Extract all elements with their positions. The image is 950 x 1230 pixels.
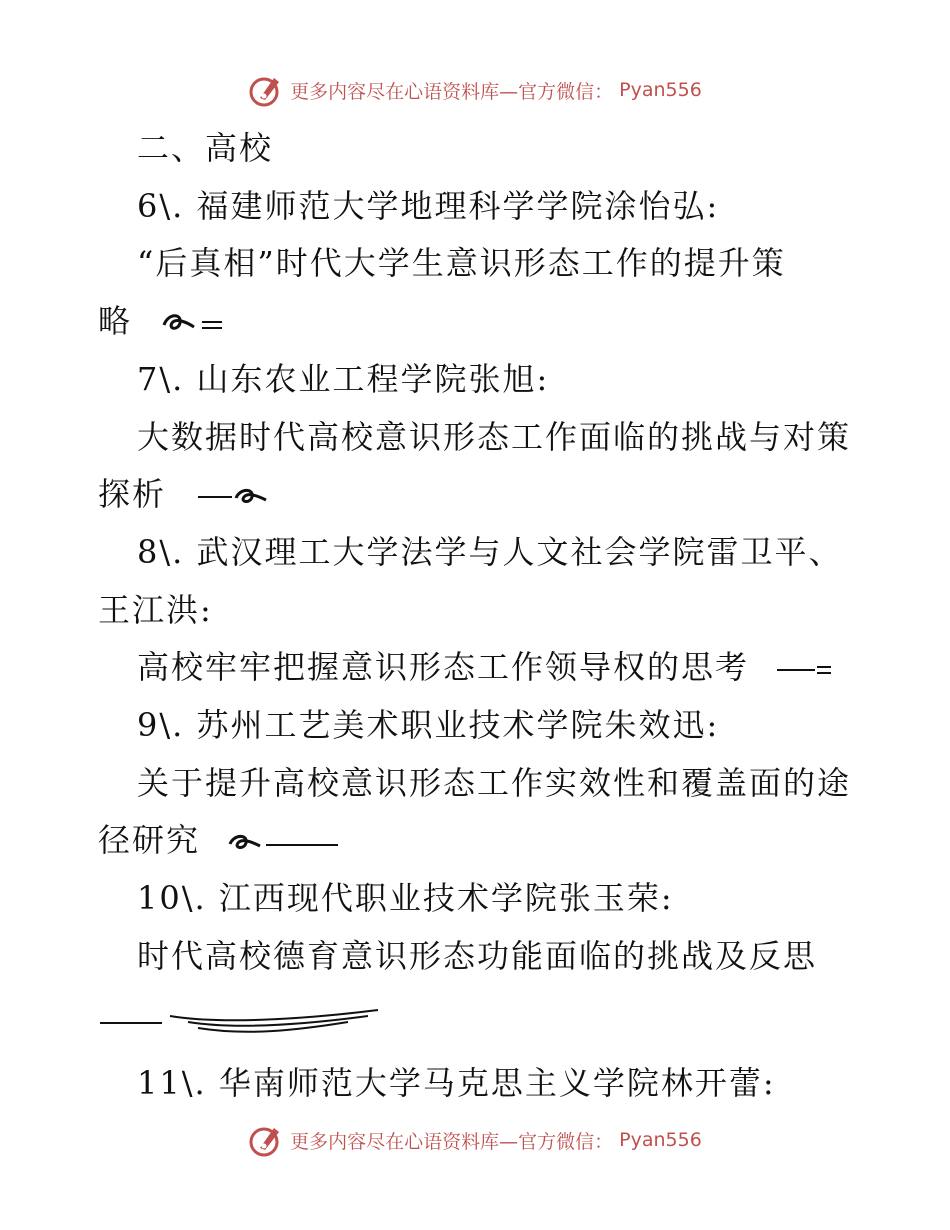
watermark-text: 更多内容尽在心语资料库—官方微信： bbox=[290, 1130, 614, 1153]
entry-9-title-line-2: 径研究 bbox=[98, 821, 201, 859]
entry-9-title-line-1: 关于提升高校意识形态工作实效性和覆盖面的途 bbox=[137, 764, 852, 802]
entry-11-author: 11\. 华南师范大学马克思主义学院林开蕾: bbox=[137, 1064, 776, 1102]
dash-ornament-icon bbox=[775, 655, 845, 685]
entry-10-author: 10\. 江西现代职业技术学院张玉荣: bbox=[137, 879, 674, 917]
scroll-ornament-icon bbox=[226, 828, 346, 858]
watermark-banner-top bbox=[0, 70, 950, 110]
entry-6-title-line-2-row bbox=[0, 296, 950, 346]
entry-10-title-line-1: 时代高校德育意识形态功能面临的挑战及反思 bbox=[137, 937, 818, 975]
watermark-id: Pyan556 bbox=[619, 1129, 702, 1151]
entry-7-title-line-2-row bbox=[0, 469, 950, 519]
watermark-text: 更多内容尽在心语资料库—官方微信： bbox=[290, 80, 614, 103]
entry-8-author-line-2: 王江洪: bbox=[98, 591, 213, 629]
entry-8-title-row bbox=[0, 642, 950, 692]
entry-8-title-line-1: 高校牢牢把握意识形态工作领导权的思考 bbox=[137, 648, 750, 686]
section-heading: 二、高校 bbox=[137, 129, 274, 167]
watermark-id: Pyan556 bbox=[619, 79, 702, 101]
scroll-ornament-icon bbox=[158, 309, 238, 339]
entry-7-author: 7\. 山东农业工程学院张旭: bbox=[137, 360, 550, 398]
pen-nib-icon bbox=[248, 72, 284, 108]
entry-6-author: 6\. 福建师范大学地理科学学院涂怡弘: bbox=[137, 187, 720, 225]
entry-9-author: 9\. 苏州工艺美术职业技术学院朱效迅: bbox=[137, 706, 720, 744]
entry-6-title-line-2: 略 bbox=[98, 302, 133, 340]
wavy-flourish-ornament bbox=[98, 1000, 388, 1040]
entry-8-author-line-1: 8\. 武汉理工大学法学与人文社会学院雷卫平、 bbox=[137, 533, 843, 571]
entry-7-title-line-1: 大数据时代高校意识形态工作面临的挑战与对策 bbox=[137, 418, 852, 456]
entry-9-title-line-2-row bbox=[0, 815, 950, 865]
scroll-ornament-icon bbox=[196, 482, 276, 512]
entry-7-title-line-2: 探析 bbox=[98, 475, 167, 513]
pen-nib-icon bbox=[248, 1122, 284, 1158]
entry-6-title-line-1: “后真相”时代大学生意识形态工作的提升策 bbox=[137, 244, 786, 282]
watermark-banner-bottom bbox=[0, 1120, 950, 1160]
